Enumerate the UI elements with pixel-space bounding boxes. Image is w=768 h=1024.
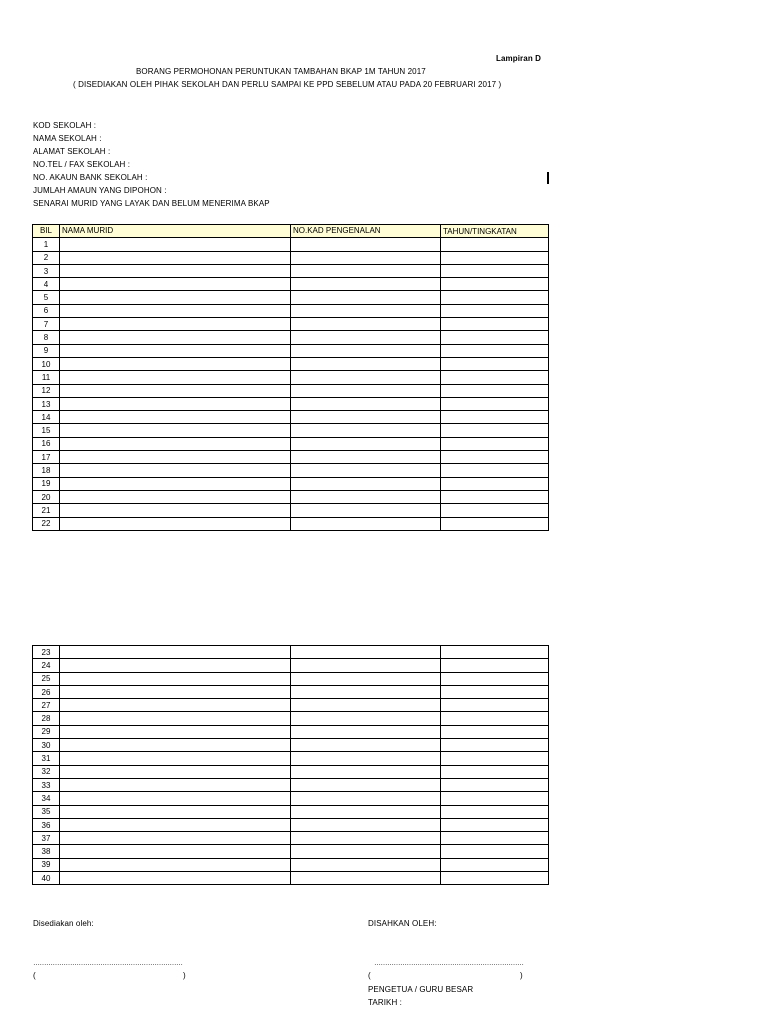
table-row (33, 712, 549, 725)
tahun-tingkatan-cell[interactable] (441, 792, 549, 805)
nama-murid-cell[interactable] (60, 357, 291, 370)
no-kad-cell[interactable] (291, 832, 441, 845)
no-kad-cell[interactable] (291, 739, 441, 752)
table-row (33, 397, 549, 410)
no-kad-cell[interactable] (291, 464, 441, 477)
no-kad-cell[interactable] (291, 778, 441, 791)
tahun-tingkatan-cell[interactable] (441, 464, 549, 477)
nama-murid-cell[interactable] (60, 672, 291, 685)
nama-murid-cell[interactable] (60, 685, 291, 698)
no-kad-cell[interactable] (291, 685, 441, 698)
no-kad-cell[interactable] (291, 318, 441, 331)
no-kad-cell[interactable] (291, 251, 441, 264)
table-row (33, 504, 549, 517)
no-kad-cell[interactable] (291, 672, 441, 685)
tahun-tingkatan-cell[interactable] (441, 278, 549, 291)
nama-murid-cell[interactable] (60, 424, 291, 437)
no-kad-cell[interactable] (291, 344, 441, 357)
no-kad-cell[interactable] (291, 805, 441, 818)
bil-cell: 14 (33, 411, 60, 424)
nama-murid-cell[interactable] (60, 397, 291, 410)
bil-cell: 8 (33, 331, 60, 344)
bil-cell: 2 (33, 251, 60, 264)
no-tel-fax-label: NO.TEL / FAX SEKOLAH : (33, 160, 131, 169)
bil-cell: 7 (33, 318, 60, 331)
bil-cell: 3 (33, 264, 60, 277)
nama-murid-cell[interactable] (60, 384, 291, 397)
bil-cell: 27 (33, 699, 60, 712)
tahun-tingkatan-cell[interactable] (441, 739, 549, 752)
no-kad-cell[interactable] (291, 424, 441, 437)
bil-cell: 4 (33, 278, 60, 291)
student-table-page1 (32, 224, 549, 531)
tahun-tingkatan-cell[interactable] (441, 251, 549, 264)
no-kad-cell[interactable] (291, 397, 441, 410)
tahun-tingkatan-cell[interactable] (441, 805, 549, 818)
tahun-tingkatan-cell[interactable] (441, 517, 549, 530)
bil-cell: 13 (33, 397, 60, 410)
nama-murid-cell[interactable] (60, 739, 291, 752)
bil-cell: 33 (33, 778, 60, 791)
no-kad-cell[interactable] (291, 845, 441, 858)
table-row (33, 371, 549, 384)
nama-murid-cell[interactable] (60, 318, 291, 331)
no-kad-cell[interactable] (291, 331, 441, 344)
no-kad-cell[interactable] (291, 437, 441, 450)
form-subtitle: ( DISEDIAKAN OLEH PIHAK SEKOLAH DAN PERLU SAMPAI KE PPD SEBELUM ATAU PADA 20 FEBRUARI 2017 ) (73, 80, 502, 89)
paren-open-left: ( (33, 971, 36, 980)
nama-murid-cell[interactable] (60, 818, 291, 831)
paren-open-right: ( (368, 971, 371, 980)
bil-cell: 16 (33, 437, 60, 450)
no-kad-cell[interactable] (291, 712, 441, 725)
table-row (33, 357, 549, 370)
tahun-tingkatan-cell[interactable] (441, 397, 549, 410)
no-kad-cell[interactable] (291, 818, 441, 831)
table-row (33, 251, 549, 264)
tahun-tingkatan-cell[interactable] (441, 685, 549, 698)
nama-murid-cell[interactable] (60, 437, 291, 450)
header-bil: BIL (33, 225, 60, 238)
bil-cell: 36 (33, 818, 60, 831)
table-row (33, 318, 549, 331)
nama-murid-cell[interactable] (60, 278, 291, 291)
table-row (33, 739, 549, 752)
nama-murid-cell[interactable] (60, 845, 291, 858)
table-row (33, 517, 549, 530)
nama-murid-cell[interactable] (60, 411, 291, 424)
no-kad-cell[interactable] (291, 517, 441, 530)
nama-sekolah-label: NAMA SEKOLAH : (33, 134, 102, 143)
bil-cell: 17 (33, 451, 60, 464)
no-kad-cell[interactable] (291, 278, 441, 291)
bil-cell: 18 (33, 464, 60, 477)
tahun-tingkatan-cell[interactable] (441, 238, 549, 251)
tahun-tingkatan-cell[interactable] (441, 752, 549, 765)
table-row (33, 490, 549, 503)
no-kad-cell[interactable] (291, 304, 441, 317)
bil-cell: 19 (33, 477, 60, 490)
nama-murid-cell[interactable] (60, 477, 291, 490)
no-kad-cell[interactable] (291, 858, 441, 871)
no-kad-cell[interactable] (291, 384, 441, 397)
table-row (33, 672, 549, 685)
tahun-tingkatan-cell[interactable] (441, 858, 549, 871)
tahun-tingkatan-cell[interactable] (441, 411, 549, 424)
tahun-tingkatan-cell[interactable] (441, 765, 549, 778)
no-kad-cell[interactable] (291, 291, 441, 304)
nama-murid-cell[interactable] (60, 264, 291, 277)
no-kad-cell[interactable] (291, 659, 441, 672)
tahun-tingkatan-cell[interactable] (441, 304, 549, 317)
table-row (33, 765, 549, 778)
table-row (33, 411, 549, 424)
nama-murid-cell[interactable] (60, 451, 291, 464)
disediakan-oleh-label: Disediakan oleh: (33, 919, 94, 928)
tahun-tingkatan-cell[interactable] (441, 318, 549, 331)
bil-cell: 26 (33, 685, 60, 698)
bil-cell: 25 (33, 672, 60, 685)
nama-murid-cell[interactable] (60, 778, 291, 791)
tahun-tingkatan-cell[interactable] (441, 845, 549, 858)
jumlah-amaun-label: JUMLAH AMAUN YANG DIPOHON : (33, 186, 167, 195)
senarai-murid-label: SENARAI MURID YANG LAYAK DAN BELUM MENERIMA BKAP (33, 199, 270, 208)
tahun-tingkatan-cell[interactable] (441, 646, 549, 659)
bil-cell: 12 (33, 384, 60, 397)
table-row (33, 264, 549, 277)
table-row (33, 725, 549, 738)
no-kad-cell[interactable] (291, 646, 441, 659)
no-kad-cell[interactable] (291, 725, 441, 738)
bil-cell: 24 (33, 659, 60, 672)
table-row (33, 752, 549, 765)
table-row (33, 464, 549, 477)
lampiran-label: Lampiran D (496, 54, 542, 63)
table-row (33, 845, 549, 858)
table-row (33, 818, 549, 831)
nama-murid-cell[interactable] (60, 858, 291, 871)
no-kad-cell[interactable] (291, 490, 441, 503)
tahun-tingkatan-cell[interactable] (441, 490, 549, 503)
signature-line-left: …………………………………………………………… (33, 960, 183, 967)
tarikh-label: TARIKH : (368, 998, 402, 1007)
nama-murid-cell[interactable] (60, 504, 291, 517)
table-row (33, 646, 549, 659)
bil-cell: 40 (33, 872, 60, 885)
table-row (33, 291, 549, 304)
tahun-tingkatan-cell[interactable] (441, 437, 549, 450)
tahun-tingkatan-cell[interactable] (441, 291, 549, 304)
nama-murid-cell[interactable] (60, 725, 291, 738)
disahkan-oleh-label: DISAHKAN OLEH: (368, 919, 437, 928)
tahun-tingkatan-cell[interactable] (441, 264, 549, 277)
tahun-tingkatan-cell[interactable] (441, 424, 549, 437)
paren-close-left: ) (183, 971, 186, 980)
table-row (33, 805, 549, 818)
table-row (33, 437, 549, 450)
tahun-tingkatan-cell[interactable] (441, 778, 549, 791)
nama-murid-cell[interactable] (60, 805, 291, 818)
bil-cell: 9 (33, 344, 60, 357)
form-title: BORANG PERMOHONAN PERUNTUKAN TAMBAHAN BKAP 1M TAHUN 2017 (136, 67, 426, 76)
nama-murid-cell[interactable] (60, 251, 291, 264)
student-table-page2 (32, 645, 549, 885)
tahun-tingkatan-cell[interactable] (441, 712, 549, 725)
no-kad-cell[interactable] (291, 752, 441, 765)
table-row (33, 278, 549, 291)
no-kad-cell[interactable] (291, 451, 441, 464)
header-no-kad: NO.KAD PENGENALAN (291, 225, 441, 238)
table-row (33, 699, 549, 712)
tahun-tingkatan-cell[interactable] (441, 344, 549, 357)
nama-murid-cell[interactable] (60, 464, 291, 477)
bil-cell: 15 (33, 424, 60, 437)
bil-cell: 39 (33, 858, 60, 871)
header-tahun-tingkatan: TAHUN/TINGKATAN (441, 225, 549, 238)
table-row (33, 858, 549, 871)
table-row (33, 424, 549, 437)
table-row (33, 832, 549, 845)
table-row (33, 304, 549, 317)
tahun-tingkatan-cell[interactable] (441, 818, 549, 831)
no-kad-cell[interactable] (291, 765, 441, 778)
no-kad-cell[interactable] (291, 792, 441, 805)
table-row (33, 238, 549, 251)
nama-murid-cell[interactable] (60, 765, 291, 778)
bil-cell: 28 (33, 712, 60, 725)
tahun-tingkatan-cell[interactable] (441, 331, 549, 344)
kod-sekolah-label: KOD SEKOLAH : (33, 121, 97, 130)
nama-murid-cell[interactable] (60, 490, 291, 503)
table-row (33, 384, 549, 397)
tahun-tingkatan-cell[interactable] (441, 357, 549, 370)
bil-cell: 38 (33, 845, 60, 858)
pengetua-label: PENGETUA / GURU BESAR (368, 985, 474, 994)
no-kad-cell[interactable] (291, 477, 441, 490)
tahun-tingkatan-cell[interactable] (441, 371, 549, 384)
table-row (33, 344, 549, 357)
paren-close-right: ) (520, 971, 523, 980)
bil-cell: 5 (33, 291, 60, 304)
nama-murid-cell[interactable] (60, 238, 291, 251)
nama-murid-cell[interactable] (60, 517, 291, 530)
nama-murid-cell[interactable] (60, 752, 291, 765)
bil-cell: 11 (33, 371, 60, 384)
bil-cell: 23 (33, 646, 60, 659)
bil-cell: 20 (33, 490, 60, 503)
table-row (33, 331, 549, 344)
no-kad-cell[interactable] (291, 371, 441, 384)
table-row (33, 792, 549, 805)
nama-murid-cell[interactable] (60, 699, 291, 712)
tahun-tingkatan-cell[interactable] (441, 699, 549, 712)
nama-murid-cell[interactable] (60, 291, 291, 304)
bil-cell: 29 (33, 725, 60, 738)
tahun-tingkatan-cell[interactable] (441, 384, 549, 397)
nama-murid-cell[interactable] (60, 712, 291, 725)
tahun-tingkatan-cell[interactable] (441, 725, 549, 738)
table-header-row (33, 225, 549, 238)
no-kad-cell[interactable] (291, 411, 441, 424)
header-nama-murid: NAMA MURID (60, 225, 291, 238)
tahun-tingkatan-cell[interactable] (441, 672, 549, 685)
table-row (33, 872, 549, 885)
bil-cell: 10 (33, 357, 60, 370)
no-akaun-bank-label: NO. AKAUN BANK SEKOLAH : (33, 173, 148, 182)
tahun-tingkatan-cell[interactable] (441, 659, 549, 672)
text-cursor (547, 172, 549, 184)
nama-murid-cell[interactable] (60, 304, 291, 317)
tahun-tingkatan-cell[interactable] (441, 451, 549, 464)
bil-cell: 30 (33, 739, 60, 752)
no-kad-cell[interactable] (291, 238, 441, 251)
bil-cell: 21 (33, 504, 60, 517)
no-kad-cell[interactable] (291, 264, 441, 277)
bil-cell: 37 (33, 832, 60, 845)
signature-line-right: …………………………………………………………… (374, 960, 524, 967)
no-kad-cell[interactable] (291, 504, 441, 517)
nama-murid-cell[interactable] (60, 344, 291, 357)
tahun-tingkatan-cell[interactable] (441, 872, 549, 885)
tahun-tingkatan-cell[interactable] (441, 504, 549, 517)
no-kad-cell[interactable] (291, 357, 441, 370)
table-row (33, 451, 549, 464)
table-row (33, 659, 549, 672)
table-row (33, 778, 549, 791)
no-kad-cell[interactable] (291, 699, 441, 712)
no-kad-cell[interactable] (291, 872, 441, 885)
table-row (33, 685, 549, 698)
bil-cell: 6 (33, 304, 60, 317)
bil-cell: 35 (33, 805, 60, 818)
nama-murid-cell[interactable] (60, 331, 291, 344)
table-row (33, 477, 549, 490)
tahun-tingkatan-cell[interactable] (441, 477, 549, 490)
bil-cell: 34 (33, 792, 60, 805)
nama-murid-cell[interactable] (60, 659, 291, 672)
bil-cell: 32 (33, 765, 60, 778)
nama-murid-cell[interactable] (60, 872, 291, 885)
bil-cell: 31 (33, 752, 60, 765)
nama-murid-cell[interactable] (60, 832, 291, 845)
bil-cell: 22 (33, 517, 60, 530)
nama-murid-cell[interactable] (60, 371, 291, 384)
alamat-sekolah-label: ALAMAT SEKOLAH : (33, 147, 111, 156)
nama-murid-cell[interactable] (60, 646, 291, 659)
tahun-tingkatan-cell[interactable] (441, 832, 549, 845)
nama-murid-cell[interactable] (60, 792, 291, 805)
bil-cell: 1 (33, 238, 60, 251)
